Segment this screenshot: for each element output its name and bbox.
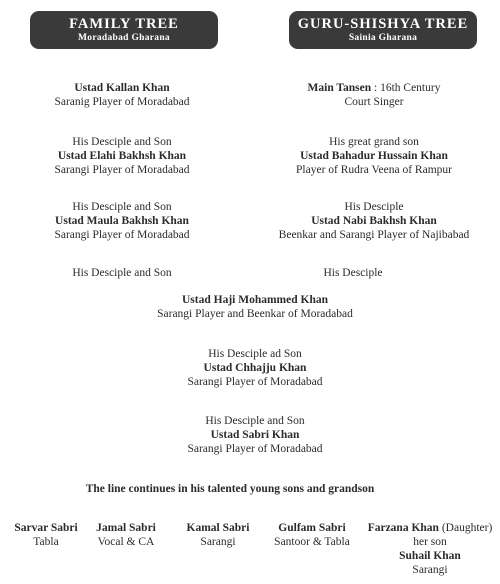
person-desc: Sarangi Player and Beenkar of Moradabad xyxy=(157,308,353,320)
left-entry-3 xyxy=(22,200,222,242)
left-entry-1 xyxy=(22,81,222,109)
person-desc: Sarangi Player of Moradabad xyxy=(54,229,190,241)
continuation-text: The line continues in his talented young sons and grandson xyxy=(85,483,375,495)
family-tree-subtitle: Moradabad Gharana xyxy=(78,33,170,43)
descendant-2 xyxy=(88,521,164,549)
relation-label: His Desciple xyxy=(344,201,404,213)
person-name: Gulfam Sabri xyxy=(278,522,346,534)
person-name: Ustad Maula Bakhsh Khan xyxy=(55,215,189,227)
right-relation-to-center xyxy=(258,266,448,280)
relation-label: her son xyxy=(413,536,447,548)
person-desc: Sarangi Player of Moradabad xyxy=(54,164,190,176)
guru-shishya-title: GURU-SHISHYA TREE xyxy=(297,16,469,32)
right-entry-2 xyxy=(258,135,490,177)
descendant-5 xyxy=(360,521,500,577)
person-desc: Vocal & CA xyxy=(97,536,155,548)
person-name: Main Tansen xyxy=(307,82,372,94)
descendant-4 xyxy=(264,521,360,549)
person-desc: Sarangi Player of Moradabad xyxy=(187,443,323,455)
relation-label: His Desciple and Son xyxy=(205,415,305,427)
person-desc: Beenkar and Sarangi Player of Najibabad xyxy=(278,229,470,241)
relation-label: His great grand son xyxy=(329,136,419,148)
person-desc: Saranig Player of Moradabad xyxy=(54,96,190,108)
family-tree-header xyxy=(30,11,218,49)
person-name: Ustad Chhajju Khan xyxy=(203,362,307,374)
person-name: Jamal Sabri xyxy=(96,522,156,534)
person-name: Suhail Khan xyxy=(399,550,461,562)
center-entry-3 xyxy=(120,414,390,456)
person-name: Ustad Bahadur Hussain Khan xyxy=(300,150,448,162)
person-desc: Sarangi Player of Moradabad xyxy=(187,376,323,388)
person-name: Ustad Haji Mohammed Khan xyxy=(182,294,328,306)
descendant-1 xyxy=(4,521,88,549)
person-desc: Court Singer xyxy=(344,96,404,108)
person-name: Ustad Kallan Khan xyxy=(74,82,170,94)
relation-label: His Desciple ad Son xyxy=(208,348,302,360)
person-name: Ustad Elahi Bakhsh Khan xyxy=(57,150,187,162)
person-desc: Sarangi xyxy=(412,564,448,576)
person-desc: Tabla xyxy=(33,536,59,548)
descendant-3 xyxy=(176,521,260,549)
person-desc: Player of Rudra Veena of Rampur xyxy=(296,164,452,176)
relation-label: His Desciple xyxy=(323,267,383,279)
center-entry-2 xyxy=(120,347,390,389)
left-entry-2 xyxy=(22,135,222,177)
person-desc: Santoor & Tabla xyxy=(274,536,350,548)
person-name: Farzana Khan xyxy=(367,522,439,534)
relation-label: His Desciple and Son xyxy=(72,267,172,279)
center-entry-1 xyxy=(120,293,390,321)
right-entry-3 xyxy=(258,200,490,242)
person-name: Ustad Sabri Khan xyxy=(210,429,300,441)
guru-shishya-header xyxy=(289,11,477,49)
relation-label: His Desciple and Son xyxy=(72,201,172,213)
guru-shishya-subtitle: Sainia Gharana xyxy=(348,33,418,43)
person-desc: Sarangi xyxy=(200,536,236,548)
person-era: : 16th Century xyxy=(371,82,441,94)
person-name: Kamal Sabri xyxy=(186,522,250,534)
relation-label: His Desciple and Son xyxy=(72,136,172,148)
person-note: (Daughter) xyxy=(438,522,493,534)
person-name: Ustad Nabi Bakhsh Khan xyxy=(311,215,437,227)
right-entry-1 xyxy=(258,81,490,109)
person-name: Sarvar Sabri xyxy=(14,522,78,534)
left-relation-to-center xyxy=(22,266,222,280)
family-tree-title: FAMILY TREE xyxy=(69,16,179,32)
